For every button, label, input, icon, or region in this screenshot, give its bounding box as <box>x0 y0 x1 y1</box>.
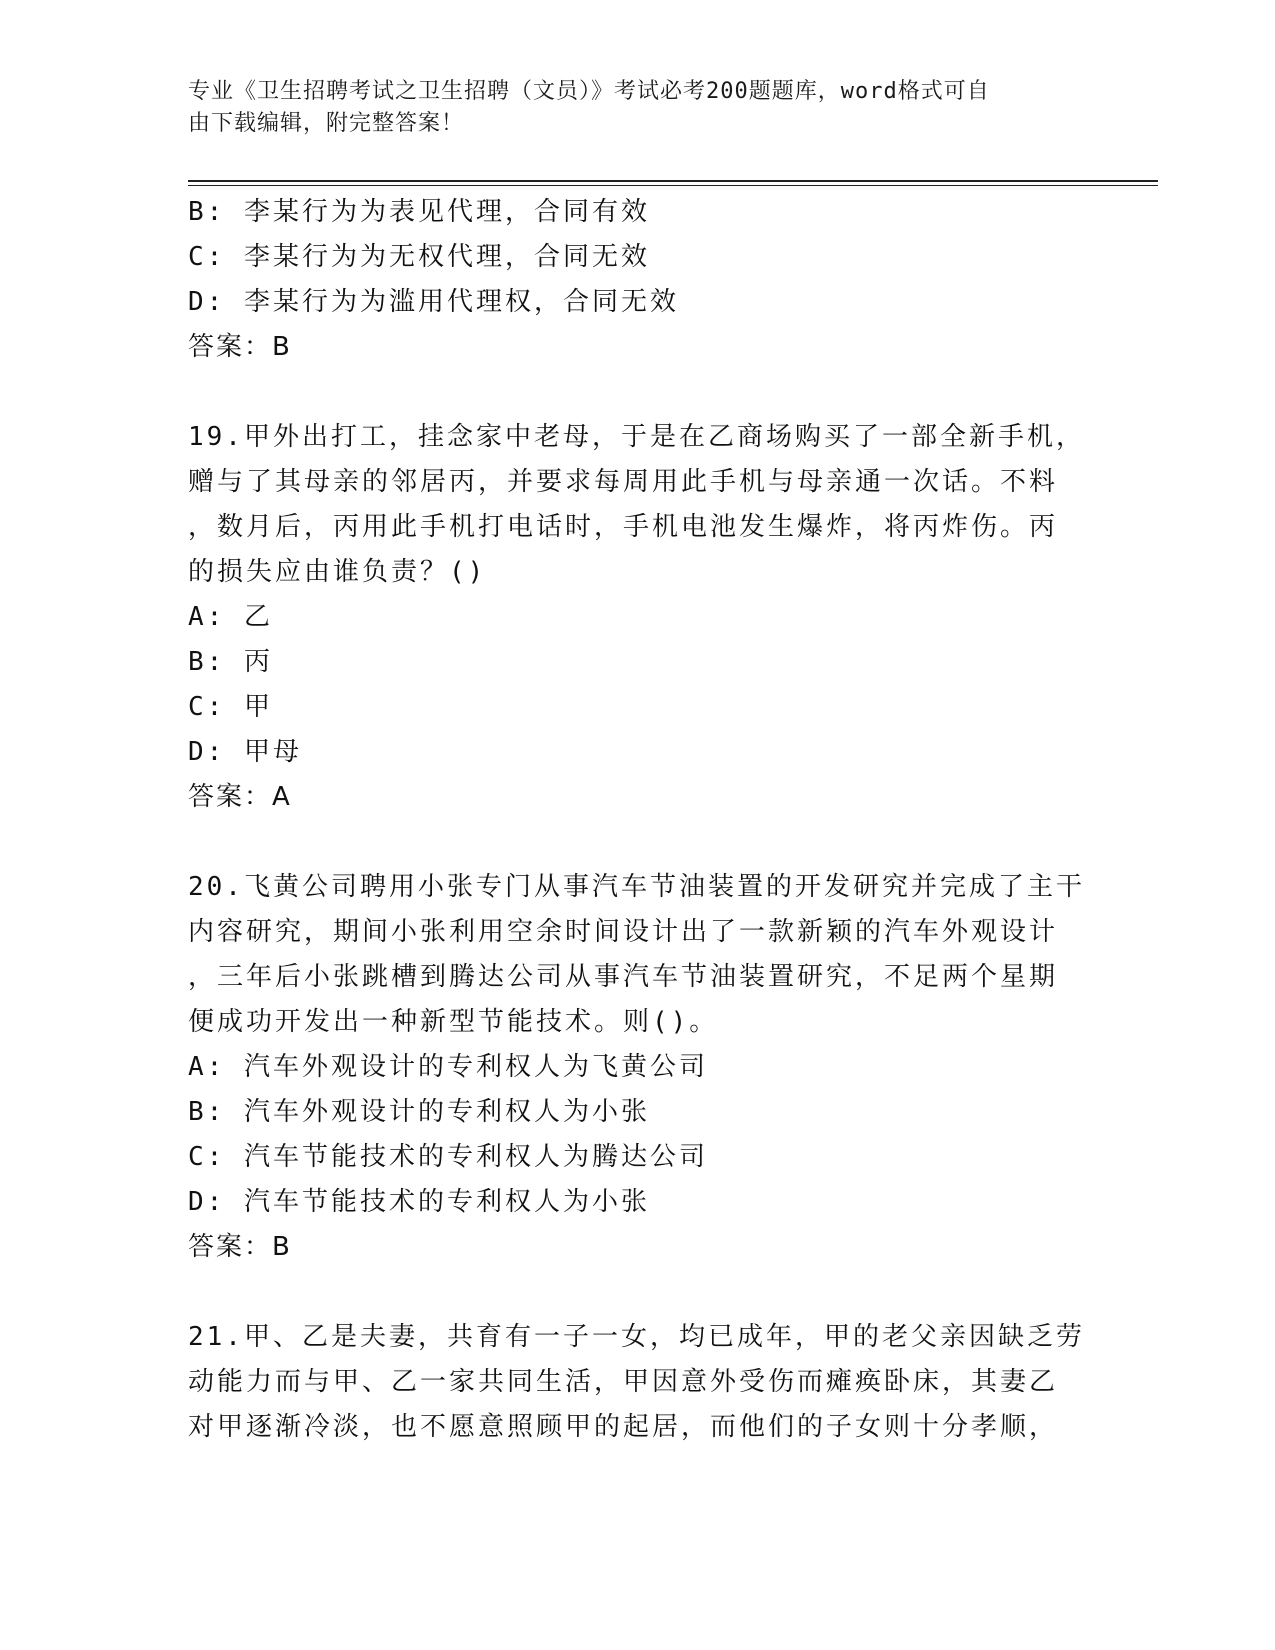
question-stem-line: 21.甲、乙是夫妻，共育有一子一女，均已成年，甲的老父亲因缺乏劳 <box>188 1322 1085 1352</box>
answer-line: 答案：A <box>188 782 292 812</box>
spacer <box>188 820 1088 865</box>
header-divider-thick <box>188 180 1158 182</box>
spacer <box>188 1270 1088 1315</box>
question-20 <box>188 865 1088 1270</box>
question-stem-line: 赠与了其母亲的邻居丙，并要求每周用此手机与母亲通一次话。不料 <box>188 467 1059 497</box>
header-line-2: 由下载编辑，附完整答案！ <box>188 111 465 136</box>
option-c: C: 李某行为为无权代理，合同无效 <box>188 242 650 272</box>
question-stem-line: 内容研究，期间小张利用空余时间设计出了一款新颖的汽车外观设计 <box>188 917 1059 947</box>
option-c: C: 甲 <box>188 692 273 722</box>
option-c: C: 汽车节能技术的专利权人为腾达公司 <box>188 1142 708 1172</box>
option-b: B: 丙 <box>188 647 273 677</box>
question-stem-line: 对甲逐渐冷淡，也不愿意照顾甲的起居，而他们的子女则十分孝顺， <box>188 1412 1059 1442</box>
question-21 <box>188 1315 1088 1450</box>
question-stem-line: 动能力而与甲、乙一家共同生活，甲因意外受伤而瘫痪卧床，其妻乙 <box>188 1367 1059 1397</box>
question-stem-line: ，数月后，丙用此手机打电话时，手机电池发生爆炸，将丙炸伤。丙 <box>188 512 1059 542</box>
answer-line: 答案：B <box>188 332 292 362</box>
question-stem-line: 20.飞黄公司聘用小张专门从事汽车节油装置的开发研究并完成了主干 <box>188 872 1085 902</box>
spacer <box>188 370 1088 415</box>
question-content <box>188 190 1088 1450</box>
question-stem-line: ，三年后小张跳槽到腾达公司从事汽车节油装置研究，不足两个星期 <box>188 962 1059 992</box>
question-stem-line: 的损失应由谁负责？() <box>188 557 487 587</box>
option-a: A: 乙 <box>188 602 273 632</box>
option-b: B: 李某行为为表见代理，合同有效 <box>188 197 650 227</box>
answer-line: 答案：B <box>188 1232 292 1262</box>
page-header <box>188 76 1088 140</box>
question-stem-line: 便成功开发出一种新型节能技术。则()。 <box>188 1007 719 1037</box>
option-a: A: 汽车外观设计的专利权人为飞黄公司 <box>188 1052 708 1082</box>
header-line-1: 专业《卫生招聘考试之卫生招聘（文员）》考试必考200题题库，word格式可自 <box>188 79 990 104</box>
question-18-tail <box>188 190 1088 370</box>
option-d: D: 汽车节能技术的专利权人为小张 <box>188 1187 650 1217</box>
question-19 <box>188 415 1088 820</box>
option-b: B: 汽车外观设计的专利权人为小张 <box>188 1097 650 1127</box>
question-stem-line: 19.甲外出打工，挂念家中老母，于是在乙商场购买了一部全新手机， <box>188 422 1085 452</box>
option-d: D: 甲母 <box>188 737 302 767</box>
header-divider-thin <box>188 185 1158 186</box>
option-d: D: 李某行为为滥用代理权，合同无效 <box>188 287 679 317</box>
